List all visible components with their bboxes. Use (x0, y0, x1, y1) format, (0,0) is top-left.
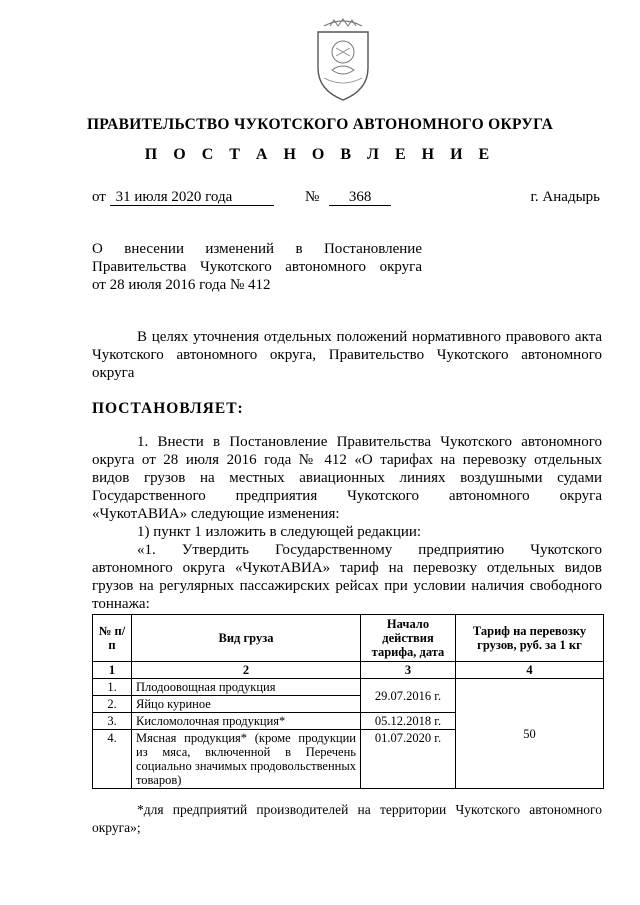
decree-subject (92, 240, 422, 294)
column-number-row (93, 662, 604, 679)
decree-date (92, 189, 274, 206)
subject-line: Правительства Чукотского автономного округа (92, 259, 422, 275)
row-num: 2. (93, 696, 132, 713)
column-number: 4 (456, 662, 604, 679)
header-cargo: Вид груза (132, 615, 361, 662)
date-prefix: от (92, 189, 106, 205)
coat-of-arms-emblem (310, 18, 376, 104)
footnote-line: округа»; (92, 820, 141, 835)
row-num: 3. (93, 713, 132, 730)
row-cargo: Плодоовощная продукция (132, 679, 361, 696)
subject-line: О внесении изменений в Постановление (92, 241, 422, 257)
number-value: 368 (329, 189, 391, 206)
decree-city: г. Анадырь (530, 189, 600, 205)
row-num: 4. (93, 730, 132, 789)
row-start-date: 01.07.2020 г. (361, 730, 456, 789)
row-num: 1. (93, 679, 132, 696)
preamble-line: округа (92, 365, 135, 381)
column-number: 2 (132, 662, 361, 679)
row-cargo: Кисломолочная продукция* (132, 713, 361, 730)
column-number: 3 (361, 662, 456, 679)
item-line: Государственного предприятия Чукотского автономного округа (92, 488, 602, 504)
number-prefix: № (305, 189, 320, 205)
table-row (93, 679, 604, 696)
decree-number (305, 189, 391, 206)
subitem-line: 1) пункт 1 изложить в следующей редакции: (137, 524, 422, 540)
footnote-line: *для предприятий производителей на территории Чукотского автономного (137, 802, 602, 817)
quote-line: автономного округа «ЧукотАВИА» тариф на перевозку отдельных видов (92, 560, 602, 576)
item-1-paragraph (92, 433, 602, 613)
header-num: № п/п (93, 615, 132, 662)
item-line: 1. Внести в Постановление Правительства Чукотского автономного (137, 434, 602, 450)
item-line: «ЧукотАВИА» следующие изменения: (92, 506, 340, 522)
table-footnote (92, 801, 602, 837)
header-start-date: Начало действия тарифа, дата (361, 615, 456, 662)
table-header-row (93, 615, 604, 662)
quote-line: «1. Утвердить Государственному предприятию Чукотского (137, 542, 602, 558)
resolves-heading: ПОСТАНОВЛЯЕТ: (92, 400, 244, 417)
subject-line: от 28 июля 2016 года № 412 (92, 277, 271, 293)
document-type-title: П О С Т А Н О В Л Е Н И Е (144, 146, 496, 163)
item-line: видов грузов на местных авиационных линиях воздушными судами (92, 470, 602, 486)
header-tariff: Тариф на перевозку грузов, руб. за 1 кг (456, 615, 604, 662)
preamble-paragraph (92, 328, 602, 382)
date-value: 31 июля 2020 года (110, 189, 274, 206)
quote-line: грузов на регулярных пассажирских рейсах при условии наличия свободного (92, 578, 602, 594)
quote-line: тоннажа: (92, 596, 150, 612)
row-cargo: Яйцо куриное (132, 696, 361, 713)
row-start-date: 29.07.2016 г. (361, 679, 456, 713)
preamble-line: Чукотского автономного округа, Правительство Чукотского автономного (92, 347, 602, 363)
preamble-line: В целях уточнения отдельных положений нормативного правового акта (137, 329, 602, 345)
column-number: 1 (93, 662, 132, 679)
government-title: ПРАВИТЕЛЬСТВО ЧУКОТСКОГО АВТОНОМНОГО ОКРУГА (86, 116, 554, 133)
tariff-value: 50 (456, 679, 604, 789)
row-start-date: 05.12.2018 г. (361, 713, 456, 730)
item-line: округа от 28 июля 2016 года № 412 «О тарифах на перевозку отдельных (92, 452, 602, 468)
row-cargo: Мясная продукция* (кроме продукции из мяса, включенной в Перечень социально значимых продовольственных товаров) (132, 730, 361, 789)
tariff-table (92, 614, 604, 789)
